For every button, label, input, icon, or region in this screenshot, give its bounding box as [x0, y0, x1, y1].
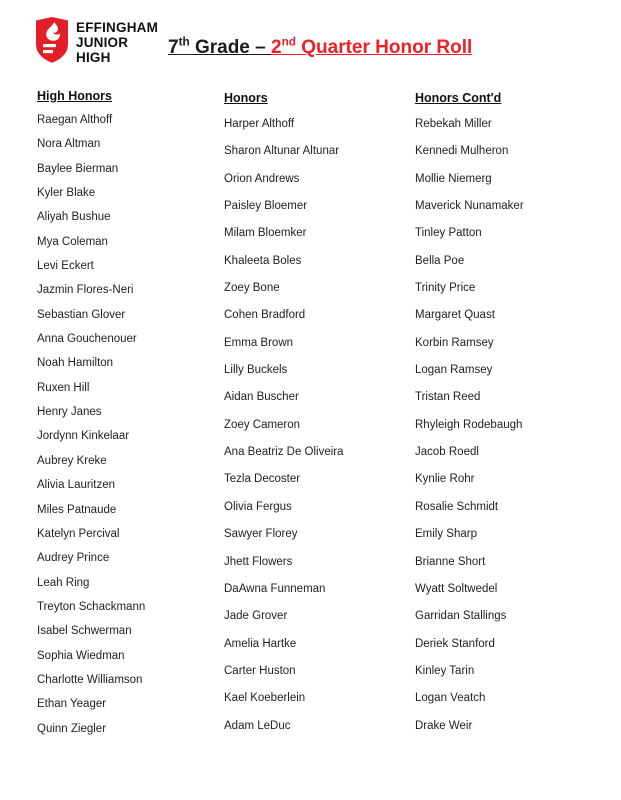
- name-item: Orion Andrews: [224, 172, 300, 185]
- column-honors-contd: [415, 91, 595, 747]
- name-item: Miles Patnaude: [37, 503, 117, 516]
- name-item: Treyton Schackmann: [37, 600, 146, 613]
- name-item: Jacob Roedl: [415, 446, 479, 459]
- school-name-line: EFFINGHAM: [76, 19, 159, 35]
- title-grade-segment: 7th Grade –: [168, 36, 272, 59]
- name-item: Brianne Short: [415, 555, 486, 568]
- name-item: Zoey Cameron: [224, 418, 301, 431]
- name-item: Audrey Prince: [37, 552, 110, 565]
- name-item: Ethan Yeager: [37, 698, 107, 711]
- name-item: Emma Brown: [224, 336, 294, 349]
- name-item: Ana Beatriz De Oliveira: [224, 446, 344, 459]
- name-item: Maverick Nunamaker: [415, 200, 524, 213]
- name-item: Mollie Niemerg: [415, 172, 492, 185]
- name-item: Sharon Altunar Altunar: [224, 145, 340, 158]
- name-item: Aubrey Kreke: [37, 454, 107, 467]
- name-item: Baylee Bierman: [37, 162, 119, 175]
- name-item: Tinley Patton: [415, 227, 482, 240]
- page-header: [35, 16, 158, 69]
- name-item: Sophia Wiedman: [37, 649, 125, 662]
- name-item: Ruxen Hill: [37, 381, 90, 394]
- name-item: Rebekah Miller: [415, 118, 492, 130]
- name-item: Lilly Buckels: [224, 364, 288, 377]
- column-header: High Honors: [37, 89, 112, 103]
- name-item: Raegan Althoff: [37, 114, 113, 126]
- name-item: Bella Poe: [415, 254, 465, 267]
- name-item: Rosalie Schmidt: [415, 500, 499, 513]
- name-item: Jhett Flowers: [224, 555, 293, 568]
- names-list: [224, 118, 409, 747]
- name-item: Kael Koeberlein: [224, 692, 306, 705]
- name-item: Nora Altman: [37, 138, 101, 151]
- name-item: Jordynn Kinkelaar: [37, 430, 130, 443]
- column-header: Honors: [224, 91, 268, 105]
- title-quarter-segment: 2nd Quarter Honor Roll: [271, 36, 473, 59]
- school-name-line: HIGH: [76, 50, 111, 66]
- name-item: Alivia Lauritzen: [37, 479, 115, 492]
- name-item: Kynlie Rohr: [415, 473, 475, 486]
- school-name: [76, 20, 158, 65]
- name-item: Adam LeDuc: [224, 719, 291, 732]
- column-honors: [224, 91, 409, 747]
- name-item: Rhyleigh Rodebaugh: [415, 418, 523, 431]
- name-item: Sawyer Florey: [224, 528, 298, 541]
- name-item: Kennedi Mulheron: [415, 145, 509, 158]
- name-item: Trinity Price: [415, 282, 476, 295]
- name-item: Harper Althoff: [224, 118, 295, 130]
- name-item: Quinn Ziegler: [37, 722, 107, 735]
- name-item: Deriek Stanford: [415, 637, 495, 650]
- name-item: Paisley Bloemer: [224, 200, 308, 213]
- name-item: Carter Huston: [224, 664, 296, 677]
- school-logo: [35, 16, 158, 69]
- name-item: Korbin Ramsey: [415, 336, 494, 349]
- name-item: Sebastian Glover: [37, 308, 126, 321]
- name-item: Aliyah Bushue: [37, 211, 111, 224]
- column-header: Honors Cont'd: [415, 91, 502, 105]
- page-title: [168, 36, 472, 59]
- name-item: Amelia Hartke: [224, 637, 297, 650]
- school-name-line: JUNIOR: [76, 34, 129, 50]
- name-item: Emily Sharp: [415, 528, 477, 541]
- name-item: Zoey Bone: [224, 282, 280, 295]
- names-list: [37, 114, 217, 747]
- name-item: Katelyn Percival: [37, 527, 120, 540]
- name-item: Margaret Quast: [415, 309, 495, 322]
- name-item: Kinley Tarin: [415, 664, 475, 677]
- name-item: Cohen Bradford: [224, 309, 306, 322]
- name-item: Drake Weir: [415, 719, 473, 732]
- name-item: Noah Hamilton: [37, 357, 114, 370]
- name-item: Khaleeta Boles: [224, 254, 302, 267]
- names-list: [415, 118, 595, 747]
- column-high-honors: [37, 89, 217, 747]
- name-item: DaAwna Funneman: [224, 582, 326, 595]
- name-item: Milam Bloemker: [224, 227, 307, 240]
- name-item: Jazmin Flores-Neri: [37, 284, 134, 297]
- name-item: Tezla Decoster: [224, 473, 301, 486]
- name-item: Kyler Blake: [37, 187, 96, 200]
- name-item: Leah Ring: [37, 576, 90, 589]
- name-item: Anna Gouchenouer: [37, 333, 137, 346]
- school-logo-icon: [35, 16, 69, 69]
- name-item: Wyatt Soltwedel: [415, 582, 498, 595]
- name-item: Olivia Fergus: [224, 500, 292, 513]
- name-item: Levi Eckert: [37, 260, 94, 273]
- name-item: Charlotte Williamson: [37, 673, 143, 686]
- name-item: Logan Veatch: [415, 692, 486, 705]
- name-item: Jade Grover: [224, 610, 288, 623]
- name-item: Isabel Schwerman: [37, 625, 132, 638]
- name-item: Logan Ramsey: [415, 364, 493, 377]
- name-item: Mya Coleman: [37, 235, 108, 248]
- name-item: Aidan Buscher: [224, 391, 299, 404]
- name-item: Garridan Stallings: [415, 610, 507, 623]
- name-item: Tristan Reed: [415, 391, 481, 404]
- name-item: Henry Janes: [37, 406, 102, 419]
